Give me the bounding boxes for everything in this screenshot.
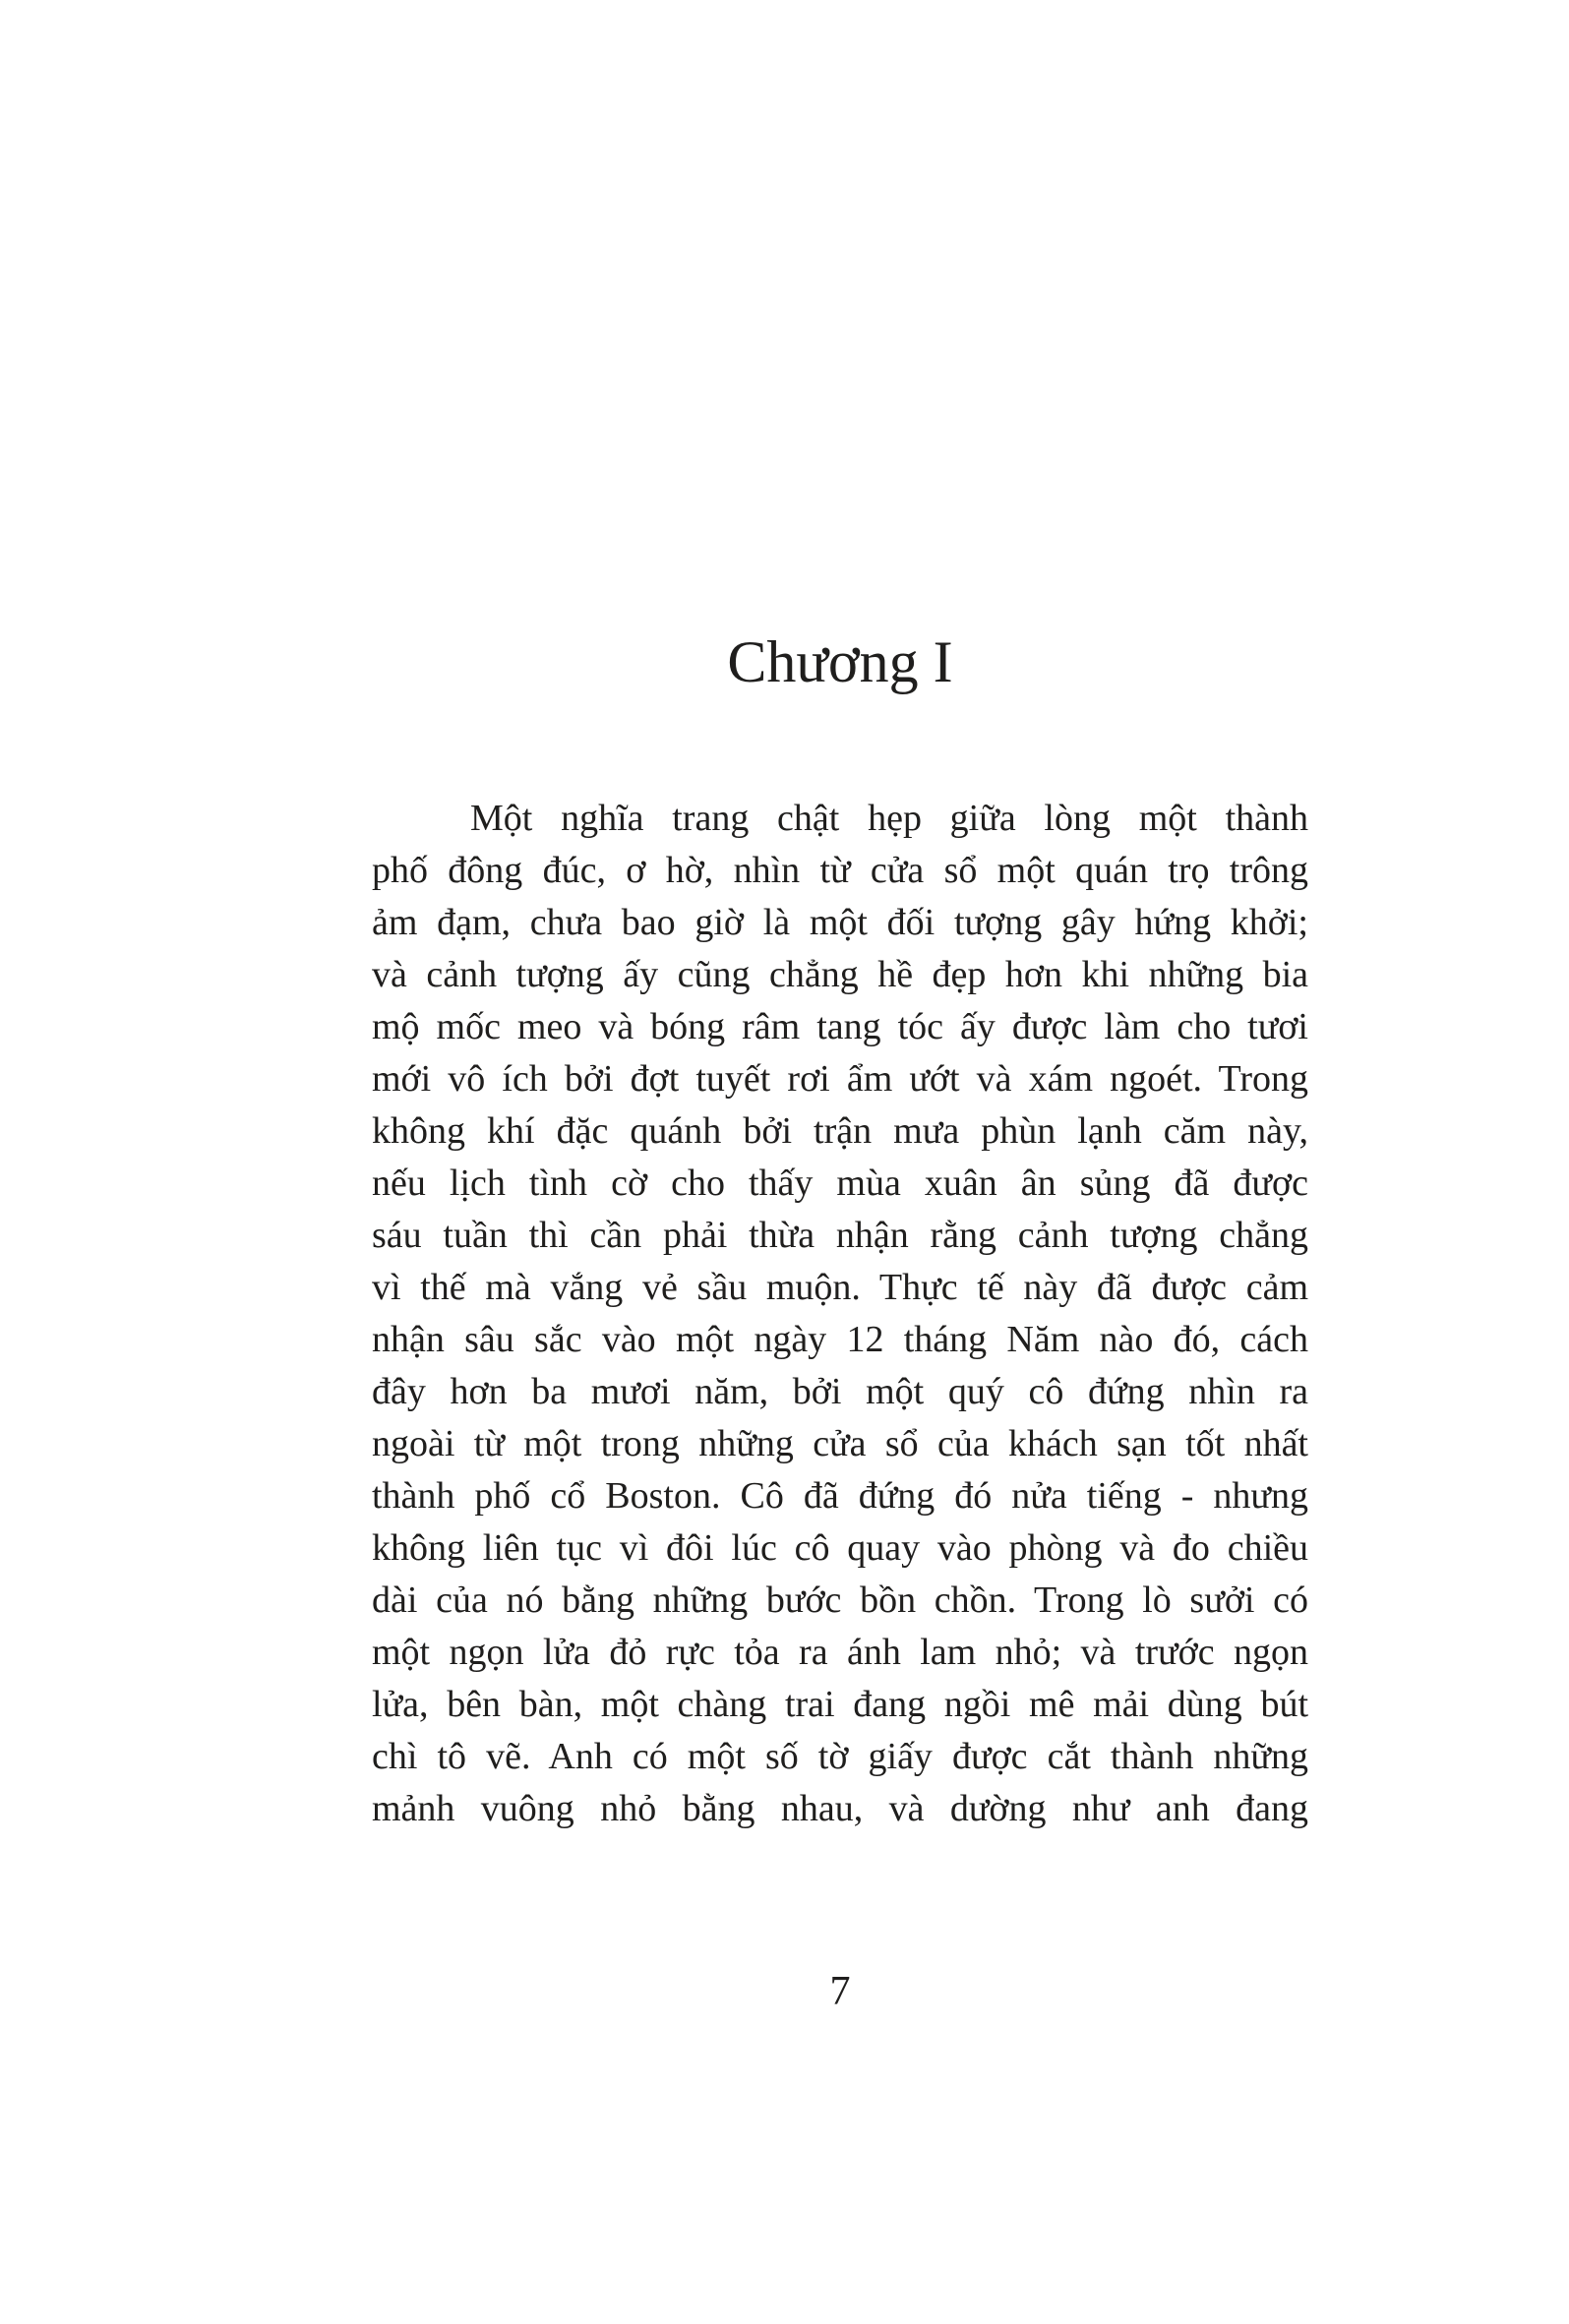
body-line: nhận sâu sắc vào một ngày 12 tháng Năm nào đó, cách (372, 1319, 1308, 1360)
body-line: một ngọn lửa đỏ rực tỏa ra ánh lam nhỏ; và trước ngọn (372, 1632, 1308, 1673)
body-line: phố đông đúc, ơ hờ, nhìn từ cửa sổ một quán trọ trông (372, 850, 1308, 891)
body-line: Một nghĩa trang chật hẹp giữa lòng một thành (470, 798, 1308, 839)
body-line: thành phố cổ Boston. Cô đã đứng đó nửa tiếng - nhưng (372, 1475, 1308, 1517)
chapter-title: Chương I (727, 629, 953, 694)
body-line: mộ mốc meo và bóng râm tang tóc ấy được làm cho tươi (372, 1006, 1308, 1047)
page-number: 7 (829, 1969, 851, 2014)
body-line: ngoài từ một trong những cửa sổ của khách sạn tốt nhất (372, 1423, 1308, 1464)
body-line: nếu lịch tình cờ cho thấy mùa xuân ân sủng đã được (372, 1162, 1308, 1204)
body-line: mảnh vuông nhỏ bằng nhau, và dường như anh đang (372, 1788, 1308, 1829)
body-line: đây hơn ba mươi năm, bởi một quý cô đứng nhìn ra (372, 1371, 1308, 1412)
body-line: lửa, bên bàn, một chàng trai đang ngồi mê mải dùng bút (372, 1684, 1308, 1725)
body-line: không khí đặc quánh bởi trận mưa phùn lạnh căm này, (372, 1110, 1308, 1152)
paragraph (372, 793, 1308, 1835)
body-line: vì thế mà vắng vẻ sầu muộn. Thực tế này đã được cảm (372, 1267, 1308, 1308)
body-line: không liên tục vì đôi lúc cô quay vào phòng và đo chiều (372, 1527, 1308, 1569)
body-line: và cảnh tượng ấy cũng chẳng hề đẹp hơn khi những bia (372, 954, 1308, 995)
body-line: sáu tuần thì cần phải thừa nhận rằng cảnh tượng chẳng (372, 1215, 1308, 1256)
text-column (372, 0, 1308, 2324)
body-line: chì tô vẽ. Anh có một số tờ giấy được cắt thành những (372, 1736, 1308, 1777)
body-line: mới vô ích bởi đợt tuyết rơi ẩm ướt và xám ngoét. Trong (372, 1058, 1308, 1100)
body-line: dài của nó bằng những bước bồn chồn. Trong lò sưởi có (372, 1579, 1308, 1621)
body-line: ảm đạm, chưa bao giờ là một đối tượng gây hứng khởi; (372, 902, 1308, 943)
